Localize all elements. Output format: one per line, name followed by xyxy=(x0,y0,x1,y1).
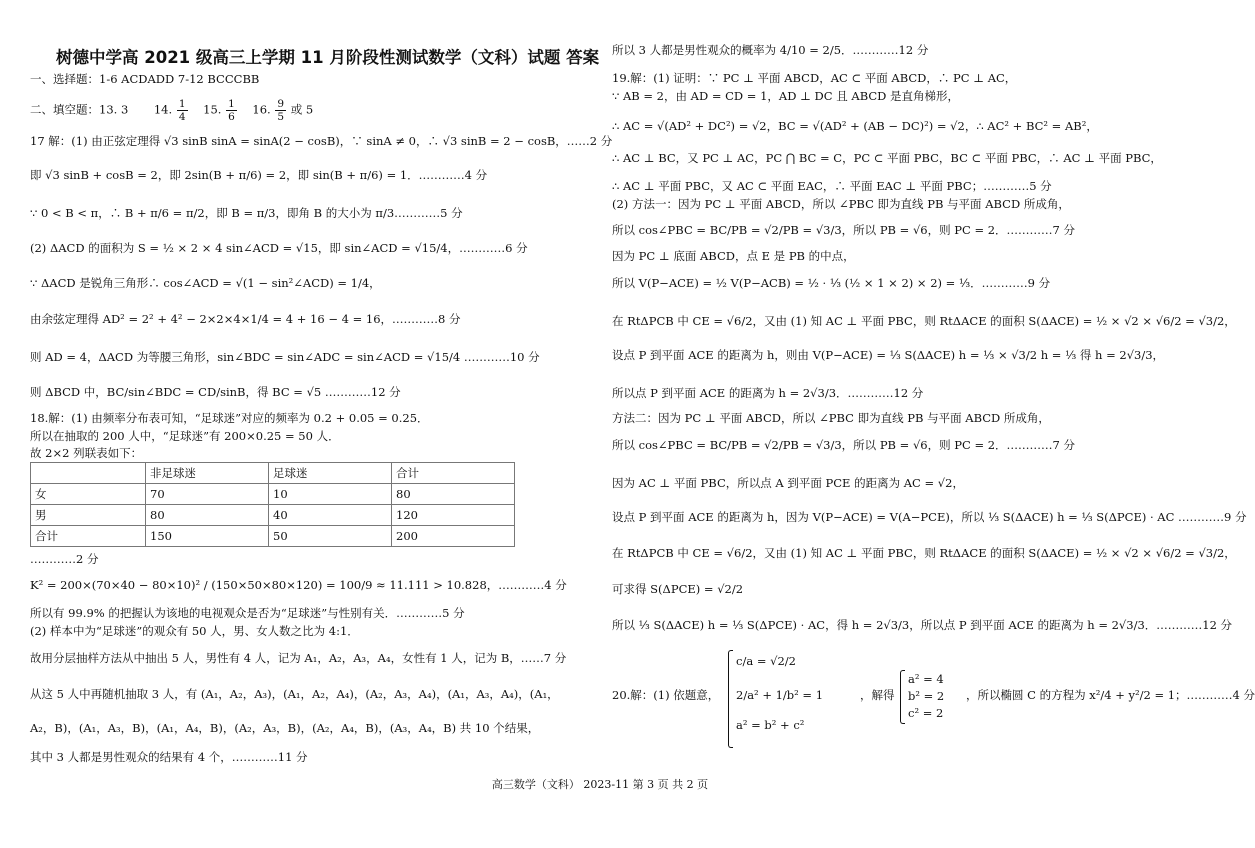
table-header-row xyxy=(31,463,515,484)
equation-line: c/a = √2/2 xyxy=(736,654,796,668)
q17-line: 由余弦定理得 AD² = 2² + 4² − 2×2×4×1/4 = 4 + 16 − 4 = 16，…………8 分 xyxy=(30,312,461,326)
solve-text: ，解得 xyxy=(860,688,895,702)
q18-line: A₂，B)，(A₁，A₃，B)，(A₁，A₄，B)，(A₂，A₃，B)，(A₂，A₄，B)，(A₃，A₄，B) 共 10 个结果， xyxy=(30,721,540,735)
table-cell: 足球迷 xyxy=(269,463,392,484)
q19-line: 方法二：因为 PC ⊥ 平面 ABCD，所以 ∠PBC 即为直线 PB 与平面 ABCD 所成角， xyxy=(612,411,1050,425)
q17-line: (2) ΔACD 的面积为 S = ½ × 2 × 4 sin∠ACD = √15，即 sin∠ACD = √15/4，…………6 分 xyxy=(30,241,528,255)
fill-15-label: 15. xyxy=(203,102,222,117)
contingency-table xyxy=(30,462,515,547)
fill-16-label: 16. xyxy=(252,102,271,117)
fill-13: 二、填空题：13. 3 xyxy=(30,102,129,117)
q19-line: 所以 ⅓ S(ΔACE) h = ⅓ S(ΔPCE) · AC，得 h = 2√3/3，所以点 P 到平面 ACE 的距离为 h = 2√3/3．…………12 分 xyxy=(612,618,1233,632)
table-cell: 40 xyxy=(269,505,392,526)
fill-14-label: 14. xyxy=(153,102,173,117)
q17-line: ∵ ΔACD 是锐角三角形∴ cos∠ACD = √(1 − sin²∠ACD) = 1/4， xyxy=(30,276,381,290)
q18-line: 所以有 99.9% 的把握认为该地的电视观众是否为“足球迷”与性别有关．…………5 分 xyxy=(30,606,465,620)
table-cell: 150 xyxy=(146,526,269,547)
q19-line: 19.解：(1) 证明：∵ PC ⊥ 平面 ABCD，AC ⊂ 平面 ABCD，∴ PC ⊥ AC， xyxy=(612,71,1017,85)
q19-line: 所以 cos∠PBC = BC/PB = √2/PB = √3/3，所以 PB = √6，则 PC = 2．…………7 分 xyxy=(612,438,1076,452)
q18-line: 故用分层抽样方法从中抽出 5 人，男性有 4 人，记为 A₁，A₂，A₃，A₄，女性有 1 人，记为 B，……7 分 xyxy=(30,651,567,665)
q19-line: 因为 AC ⊥ 平面 PBC，所以点 A 到平面 PCE 的距离为 AC = √2， xyxy=(612,476,964,490)
table-cell: 50 xyxy=(269,526,392,547)
q18-line: 从这 5 人中再随机抽取 3 人，有 (A₁，A₂，A₃)，(A₁，A₂，A₄)，(A₂，A₃，A₄)，(A₁，A₃，A₄)，(A₁， xyxy=(30,687,559,701)
q19-line: ∴ AC = √(AD² + DC²) = √2，BC = √(AD² + (AB − DC)²) = √2，∴ AC² + BC² = AB²， xyxy=(612,119,1098,133)
table-cell: 80 xyxy=(146,505,269,526)
q18-line: (2) 样本中为“足球迷”的观众有 50 人，男、女人数之比为 4:1． xyxy=(30,624,359,638)
equation-line: a² = b² + c² xyxy=(736,718,805,732)
table-cell: 120 xyxy=(392,505,515,526)
q17-line: 即 √3 sinB + cosB = 2，即 2sin(B + π/6) = 2，即 sin(B + π/6) = 1．…………4 分 xyxy=(30,168,488,182)
q19-line: ∵ AB = 2，由 AD = CD = 1，AD ⊥ DC 且 ABCD 是直角梯形， xyxy=(612,89,960,103)
table-cell: 女 xyxy=(31,484,146,505)
equation-line: a² = 4 xyxy=(908,672,944,686)
q19-line: 设点 P 到平面 ACE 的距离为 h，则由 V(P−ACE) = ⅓ S(ΔACE) h = ⅓ × √3/2 h = ⅓ 得 h = 2√3/3， xyxy=(612,348,1165,362)
equation-line: c² = 2 xyxy=(908,706,944,720)
fraction: $\frac{9}{5}$ xyxy=(277,98,285,123)
q18-line: 18.解：(1) 由频率分布表可知，“足球迷”对应的频率为 0.2 + 0.05 = 0.25． xyxy=(30,411,429,425)
page-title: 树德中学高 2021 级高三上学期 11 月阶段性测试数学（文科）试题 答案 xyxy=(56,48,600,67)
table-cell: 70 xyxy=(146,484,269,505)
q18-conclusion: 所以 3 人都是男性观众的概率为 4/10 = 2/5．…………12 分 xyxy=(612,43,929,57)
q19-line: 所以 cos∠PBC = BC/PB = √2/PB = √3/3，所以 PB = √6，则 PC = 2．…………7 分 xyxy=(612,223,1076,237)
q18-line: 所以在抽取的 200 人中，“足球迷”有 200×0.25 = 50 人． xyxy=(30,429,340,443)
table-cell: 10 xyxy=(269,484,392,505)
table-cell: 非足球迷 xyxy=(146,463,269,484)
q19-line: 所以 V(P−ACE) = ½ V(P−ACB) = ½ · ⅓ (½ × 1 × 2) × 2) = ⅓．…………9 分 xyxy=(612,276,1051,290)
q18-line: 故 2×2 列联表如下： xyxy=(30,446,143,460)
q17-line: 则 ΔBCD 中，BC/sin∠BDC = CD/sinB，得 BC = √5 …………12 分 xyxy=(30,385,401,399)
table-row xyxy=(31,505,515,526)
q17-line: 17 解：(1) 由正弦定理得 √3 sinB sinA = sinA(2 − cosB)，∵ sinA ≠ 0，∴ √3 sinB = 2 − cosB，……2 分 xyxy=(30,134,613,148)
table-cell xyxy=(31,463,146,484)
q17-line: ∵ 0 < B < π，∴ B + π/6 = π/2，即 B = π/3，即角 B 的大小为 π/3…………5 分 xyxy=(30,206,463,220)
table-cell: 男 xyxy=(31,505,146,526)
table-cell: 80 xyxy=(392,484,515,505)
fill-16-or: 或 5 xyxy=(290,102,314,117)
table-row xyxy=(31,484,515,505)
mc-answers: 一、选择题：1-6 ACDADD 7-12 BCCCBB xyxy=(30,72,260,86)
q19-line: ∴ AC ⊥ 平面 PBC，又 AC ⊂ 平面 EAC，∴ 平面 EAC ⊥ 平面 PBC；…………5 分 xyxy=(612,179,1052,193)
q19-line: 在 RtΔPCB 中 CE = √6/2，又由 (1) 知 AC ⊥ 平面 PBC，则 RtΔACE 的面积 S(ΔACE) = ½ × √2 × √6/2 = √3/2， xyxy=(612,546,1236,560)
fraction: $\frac{1}{6}$ xyxy=(228,98,235,123)
q19-line: 所以点 P 到平面 ACE 的距离为 h = 2√3/3．…………12 分 xyxy=(612,386,924,400)
left-brace xyxy=(728,650,733,748)
q17-line: 则 AD = 4，ΔACD 为等腰三角形，sin∠BDC = sin∠ADC = sin∠ACD = √15/4 …………10 分 xyxy=(30,350,540,364)
table-row xyxy=(31,526,515,547)
equation-line: b² = 2 xyxy=(908,689,945,703)
q19-line: 可求得 S(ΔPCE) = √2/2 xyxy=(612,582,744,596)
fraction: $\frac{1}{4}$ xyxy=(178,98,186,123)
q19-line: (2) 方法一：因为 PC ⊥ 平面 ABCD，所以 ∠PBC 即为直线 PB 与平面 ABCD 所成角， xyxy=(612,197,1070,211)
table-cell: 200 xyxy=(392,526,515,547)
q19-line: 在 RtΔPCB 中 CE = √6/2，又由 (1) 知 AC ⊥ 平面 PBC，则 RtΔACE 的面积 S(ΔACE) = ½ × √2 × √6/2 = √3/2， xyxy=(612,314,1236,328)
q18-line: 其中 3 人都是男性观众的结果有 4 个，…………11 分 xyxy=(30,750,308,764)
q19-line: 因为 PC ⊥ 底面 ABCD，点 E 是 PB 的中点， xyxy=(612,249,855,263)
q19-line: 设点 P 到平面 ACE 的距离为 h，因为 V(P−ACE) = V(A−PCE)，所以 ⅓ S(ΔACE) h = ⅓ S(ΔPCE) · AC …………9 分 xyxy=(612,510,1247,524)
q19-line: ∴ AC ⊥ BC，又 PC ⊥ AC，PC ⋂ BC = C，PC ⊂ 平面 PBC，BC ⊂ 平面 PBC，∴ AC ⊥ 平面 PBC， xyxy=(612,151,1162,165)
fill-answers xyxy=(30,98,313,123)
table-cell: 合计 xyxy=(392,463,515,484)
equation-line: 2/a² + 1/b² = 1 xyxy=(736,688,824,702)
q20-line: ，所以椭圆 C 的方程为 x²/4 + y²/2 = 1；…………4 分 xyxy=(966,688,1255,702)
q18-line: …………2 分 xyxy=(30,552,99,566)
left-brace xyxy=(900,670,905,724)
page-footer: 高三数学（文科） 2023-11 第 3 页 共 2 页 xyxy=(491,778,709,791)
q18-line: K² = 200×(70×40 − 80×10)² / (150×50×80×120) = 100/9 ≈ 11.111 > 10.828，…………4 分 xyxy=(30,578,567,592)
table-cell: 合计 xyxy=(31,526,146,547)
q20-label: 20.解：(1) 依题意， xyxy=(612,688,720,702)
